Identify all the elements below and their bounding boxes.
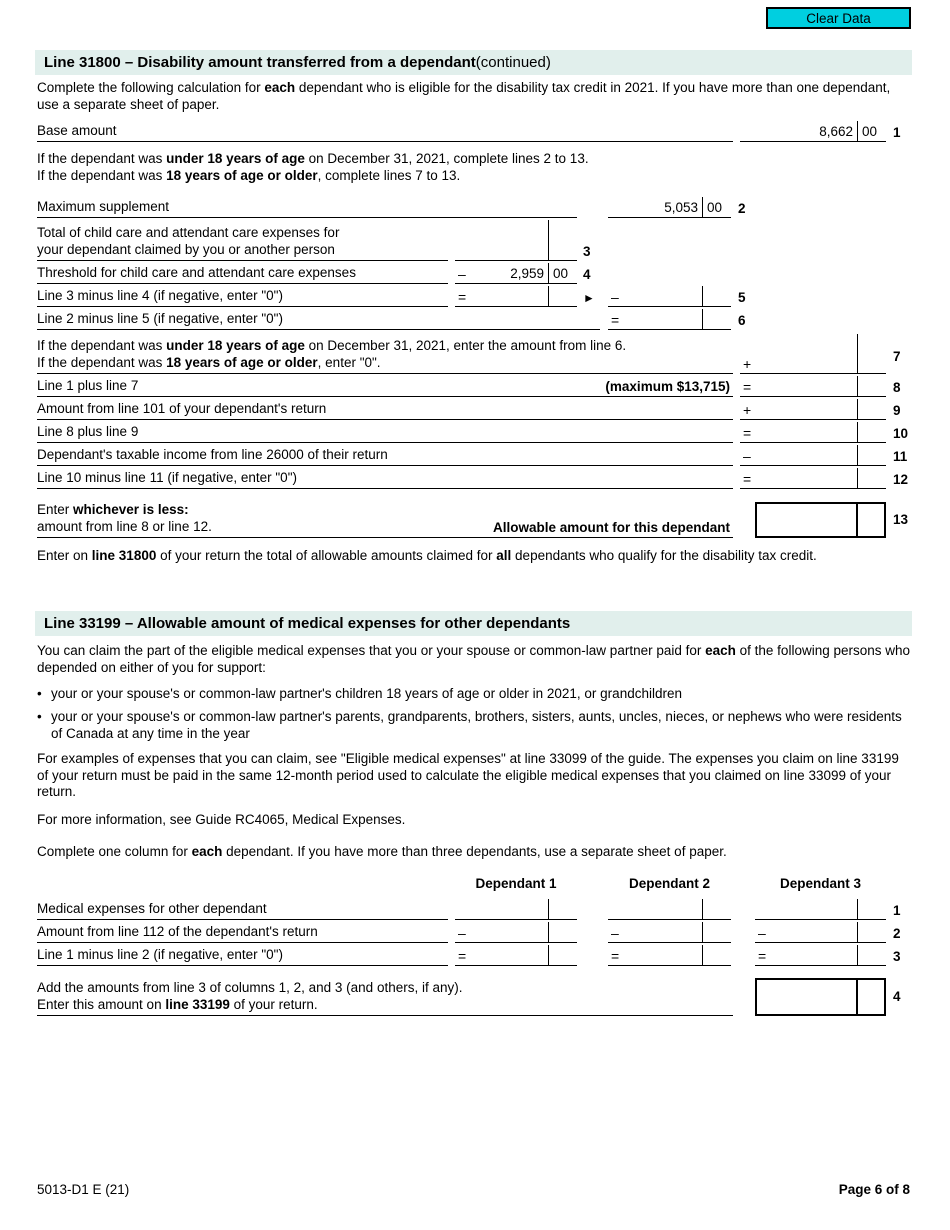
line13-number: 13 [893,512,909,527]
mrow1-label: Medical expenses for other dependant [37,900,267,916]
closing-bold-1: line 31800 [91,548,157,563]
line12-label-rule [37,470,733,490]
calc-line-11 [37,445,910,466]
mrow4-label-bold: line 33199 [165,996,230,1012]
plus-operator: + [743,402,752,418]
line1-cents: 00 [862,124,878,139]
form-number: 5013-D1 E (21) [37,1182,130,1197]
cents-separator [856,504,858,536]
line3-number: 3 [583,244,591,259]
line13-label-2: amount from line 8 or line 12. [37,518,212,534]
minus-operator: – [611,289,619,305]
note-bold-2: 18 years of age or older [166,167,318,183]
line8-amount-field[interactable] [740,376,886,397]
cents-separator [857,945,858,965]
line10-label: Line 8 plus line 9 [37,423,139,439]
p4-text-2: dependant. If you have more than three dependants, use a separate sheet of paper. [222,844,727,859]
line3-label-rule [37,225,448,261]
line13-label-bold: whichever is less: [73,502,189,517]
line8-label-rule [37,378,733,398]
cents-separator [548,286,549,306]
line2-label-rule [37,199,577,219]
calc-line-7 [37,334,910,374]
note-text: If the dependant was [37,151,167,166]
section-31800-header [35,50,912,75]
line6-label: Line 2 minus line 5 (if negative, enter "0") [37,310,283,326]
cents-separator [702,899,703,919]
line13-caption: Allowable amount for this dependant [492,520,730,535]
line7-number: 7 [893,349,901,364]
calc-line-1 [37,119,910,142]
mrow4-label-rule [37,980,733,1016]
note-text-4: , complete lines 7 to 13. [317,167,461,183]
cents-separator [702,945,703,965]
column-header-dependant-3: Dependant 3 [779,876,861,891]
mrow3-number: 3 [893,949,901,964]
intro-text: Complete the following calculation for [37,80,265,95]
line11-label: Dependant's taxable income from line 26000 of their return [37,446,388,462]
line1-amount-field [740,121,886,142]
mrow2-dependant3-field[interactable] [755,922,886,943]
note-text-3: If the dependant was [37,167,167,183]
line3-label-1: Total of child care and attendant care expenses for [37,225,340,240]
line4-dollars: 2,959 [510,266,544,281]
cents-separator [702,922,703,942]
line10-label-rule [37,424,733,444]
line10-number: 10 [893,426,909,441]
calc-line-2 [37,196,910,218]
line2-cents: 00 [707,200,723,215]
line9-number: 9 [893,403,901,418]
bullet-icon: • [37,709,42,724]
minus-operator: – [758,925,766,941]
line6-amount-field[interactable] [608,309,731,330]
line2-dollars: 5,053 [664,200,698,215]
calc-line-3 [37,220,910,261]
mrow1-dependant1-field[interactable] [455,899,577,920]
line12-label: Line 10 minus line 11 (if negative, enter "0") [37,469,297,485]
section-33199-p2: For examples of expenses that you can claim, see "Eligible medical expenses" at line 33099 of the guide. The expenses you claim on line 33199 of your return must be paid in the same 12-month period used to calculate the eligible medical expenses that you claimed on line 33099 of your return. [37,751,899,799]
minus-operator: – [743,448,751,464]
cents-separator [857,922,858,942]
line3-label-2: your dependant claimed by you or another person [37,241,335,257]
line7-label-bold-2: 18 years of age or older [166,354,318,370]
age-note [37,151,910,184]
form-page [37,0,910,1230]
calc-line-10 [37,422,910,443]
cents-separator [857,334,858,373]
line12-number: 12 [893,472,909,487]
equals-operator: = [611,312,620,328]
cents-separator [857,468,858,488]
medical-row-3 [37,945,910,966]
line5-amount-field[interactable] [608,286,731,307]
p1-text: You can claim the part of the eligible medical expenses that you or your spouse or common-law partner paid for [37,643,706,658]
section-33199-p1 [37,643,910,676]
line5-label-rule [37,288,448,308]
section-33199-title: Line 33199 – Allowable amount of medical expenses for other dependants [44,615,571,632]
dependant-column-headers [37,876,910,893]
medical-row-1 [37,899,910,920]
note-text-2: on December 31, 2021, complete lines 2 to 13. [304,151,589,166]
line12-amount-field[interactable] [740,468,886,489]
line13-label-1: Enter [37,502,74,517]
line1-dollars: 8,662 [819,124,853,139]
line11-amount-field[interactable] [740,445,886,466]
mrow2-dependant2-field[interactable] [608,922,731,943]
section-33199-p3: For more information, see Guide RC4065, Medical Expenses. [37,812,406,827]
cents-separator [857,422,858,442]
cents-separator [702,197,703,217]
mrow3-label: Line 1 minus line 2 (if negative, enter "0") [37,946,283,962]
line4-label: Threshold for child care and attendant care expenses [37,264,356,280]
mrow3-dependant1-field[interactable] [455,945,577,966]
line1-number: 1 [893,125,901,140]
line4-amount-field [455,263,577,284]
column-header-dependant-2: Dependant 2 [628,876,710,891]
line11-number: 11 [893,449,908,464]
line5-left-field[interactable] [455,286,577,307]
line7-label-1: If the dependant was [37,338,167,353]
line5-number: 5 [738,290,746,305]
mrow3-label-rule [37,947,448,967]
note-bold: under 18 years of age [166,151,305,166]
cents-separator [548,263,549,283]
line6-number: 6 [738,313,746,328]
bullet-item-2 [37,709,910,742]
closing-text-3: dependants who qualify for the disability tax credit. [511,548,817,563]
line13-allowable-amount-box[interactable] [755,502,886,538]
line7-label-3: If the dependant was [37,354,167,370]
equals-operator: = [743,425,752,441]
p4-bold: each [191,844,223,859]
mrow1-dependant2-field[interactable] [608,899,731,920]
page-number: Page 6 of 8 [838,1182,910,1197]
cents-separator [548,899,549,919]
calc-line-13 [37,499,910,538]
page-footer [37,1182,910,1197]
p4-text: Complete one column for [37,844,192,859]
line4-cents: 00 [553,266,569,281]
mrow2-number: 2 [893,926,901,941]
line8-label: Line 1 plus line 7 [37,377,139,393]
mrow1-label-rule [37,901,448,921]
medical-row-4 [37,974,910,1016]
p1-text-2: of the following persons who depended on either of you for support: [37,643,911,675]
calc-line-9 [37,399,910,420]
mrow4-label-2: Enter this amount on [37,996,166,1012]
bullet2-text: your or your spouse's or common-law partner's parents, grandparents, brothers, sisters, aunts, uncles, nieces, or nephews who were residents of Canada at any time in the year [51,709,902,741]
calc-line-6 [37,308,910,330]
medical-row-2 [37,922,910,943]
line5-label: Line 3 minus line 4 (if negative, enter "0") [37,287,283,303]
intro-bold: each [264,80,296,95]
line8-number: 8 [893,380,901,395]
mrow3-dependant3-field[interactable] [755,945,886,966]
section-33199-p4 [37,844,910,861]
cents-separator [857,121,858,141]
mrow2-label-rule [37,924,448,944]
line7-amount-field[interactable] [740,334,886,374]
cents-separator [548,220,549,260]
line9-amount-field[interactable] [740,399,886,420]
section-33199-header [35,611,912,636]
line4-label-rule [37,265,448,285]
line-33199-total-box[interactable] [755,978,886,1016]
line7-label-rule [37,338,733,374]
plus-operator: + [743,356,752,372]
minus-operator: – [611,925,619,941]
line2-amount-field [608,197,731,218]
section-31800-intro [37,80,910,113]
p1-bold: each [705,643,736,658]
cents-separator [548,945,549,965]
bullet-item-1 [37,686,910,703]
line1-label-rule [37,123,733,143]
line4-number: 4 [583,267,591,282]
closing-text-2: of your return the total of allowable amounts claimed for [156,548,497,563]
mrow2-label: Amount from line 112 of the dependant's return [37,923,318,939]
equals-operator: = [743,379,752,395]
line6-label-rule [37,311,600,331]
column-header-dependant-1: Dependant 1 [475,876,557,891]
cents-separator [857,376,858,396]
calc-line-4 [37,262,910,284]
section-31800-closing [37,548,910,565]
mrow4-number: 4 [893,989,901,1004]
cents-separator [702,286,703,306]
line3-amount-field[interactable] [455,220,577,261]
line2-number: 2 [738,201,746,216]
line13-label-rule [37,502,733,538]
cents-separator [548,922,549,942]
intro-text-2: dependant who is eligible for the disability tax credit in 2021. If you have more than one dependant, use a separate sheet of paper. [37,80,891,112]
line1-label: Base amount [37,122,117,138]
cents-separator [856,980,858,1014]
mrow2-dependant1-field[interactable] [455,922,577,943]
section-31800-title-continued: (continued) [475,54,551,71]
clear-data-button[interactable]: Clear Data [766,7,911,29]
equals-operator: = [743,471,752,487]
line11-label-rule [37,447,733,467]
line9-label: Amount from line 101 of your dependant's return [37,400,327,416]
mrow3-dependant2-field[interactable] [608,945,731,966]
calc-line-5 [37,285,910,307]
minus-operator: – [458,266,466,282]
line8-maximum: (maximum $13,715) [605,379,730,394]
line10-amount-field[interactable] [740,422,886,443]
equals-operator: = [458,948,467,964]
minus-operator: – [458,925,466,941]
calc-line-8 [37,376,910,397]
closing-bold-2: all [496,548,512,563]
mrow4-label-3: of your return. [229,996,318,1012]
section-31800-title: Line 31800 – Disability amount transferred from a dependant [44,54,476,71]
equals-operator: = [458,289,467,305]
line7-label-4: , enter "0". [317,354,381,370]
cents-separator [857,445,858,465]
equals-operator: = [758,948,767,964]
closing-text: Enter on [37,548,92,563]
mrow4-label-1: Add the amounts from line 3 of columns 1, 2, and 3 (and others, if any). [37,980,463,995]
mrow1-dependant3-field[interactable] [755,899,886,920]
line7-label-2: on December 31, 2021, enter the amount from line 6. [304,338,627,353]
cents-separator [857,899,858,919]
mrow1-number: 1 [893,903,901,918]
bullet1-text: your or your spouse's or common-law partner's children 18 years of age or older in 2021, or grandchildren [51,686,682,701]
equals-operator: = [611,948,620,964]
line7-label-bold-1: under 18 years of age [166,338,305,353]
line9-label-rule [37,401,733,421]
arrow-right-icon: ► [583,291,595,305]
calc-line-12 [37,468,910,489]
cents-separator [702,309,703,329]
cents-separator [857,399,858,419]
bullet-icon: • [37,686,42,701]
line2-label: Maximum supplement [37,198,170,214]
